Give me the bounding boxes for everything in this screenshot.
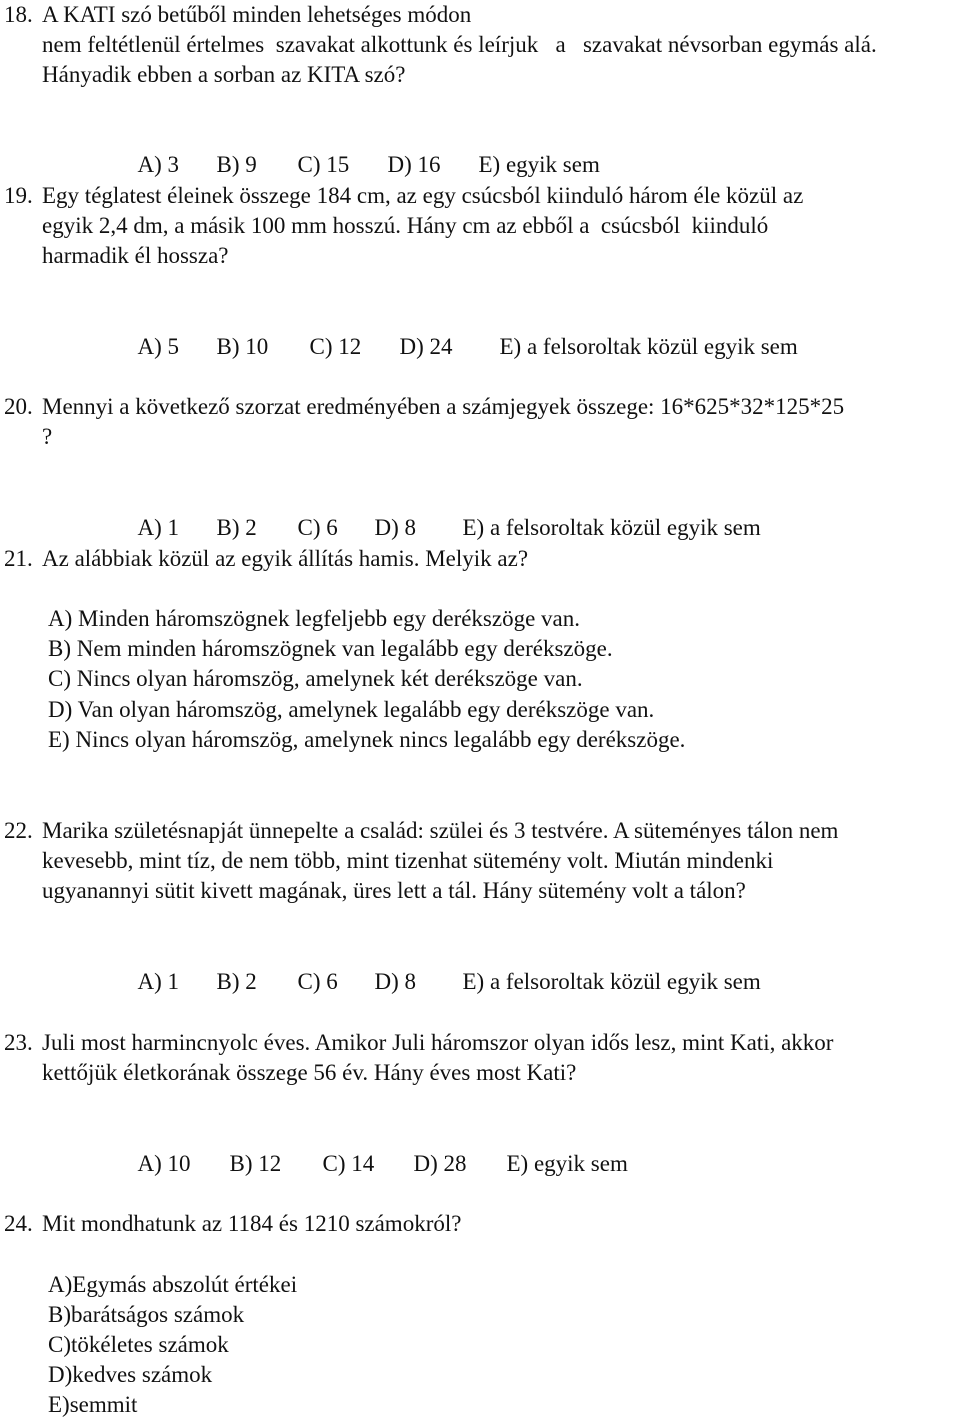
q20-option-b: B) 2 [216, 515, 257, 540]
q24-option-a: A)Egymás abszolút értékei [48, 1272, 298, 1297]
q22-text-line-3: ugyanannyi sütit kivett magának, üres lett a tál. Hány sütemény volt a tálon? [42, 878, 746, 903]
q24-text-line-1: Mit mondhatunk az 1184 és 1210 számokról? [42, 1211, 462, 1236]
q24-option-e: E)semmit [48, 1392, 138, 1417]
q22-option-c: C) 6 [297, 969, 338, 994]
q18-option-e: E) egyik sem [478, 152, 600, 177]
q24-option-b: B)barátságos számok [48, 1302, 245, 1327]
q19-option-e: E) a felsoroltak közül egyik sem [499, 334, 798, 359]
q22-option-b: B) 2 [216, 969, 257, 994]
q21-option-b: B) Nem minden háromszögnek van legalább egy derékszöge. [48, 636, 613, 661]
q23-text-line-2: kettőjük életkorának összege 56 év. Hány éves most Kati? [42, 1060, 577, 1085]
q18-option-b: B) 9 [216, 152, 257, 177]
q18-text-line-3: Hányadik ebben a sorban az KITA szó? [42, 62, 406, 87]
q19-option-b: B) 10 [216, 334, 269, 359]
q23-option-c: C) 14 [322, 1151, 375, 1176]
q19-option-a: A) 5 [137, 334, 180, 359]
q23-option-b: B) 12 [229, 1151, 282, 1176]
q19-option-c: C) 12 [309, 334, 362, 359]
q22-number: 22. [4, 818, 33, 843]
q22-text-line-2: kevesebb, mint tíz, de nem több, mint tizenhat sütemény volt. Miután mindenki [42, 848, 774, 873]
q23-option-d: D) 28 [413, 1151, 467, 1176]
q18-option-c: C) 15 [297, 152, 350, 177]
q21-option-e: E) Nincs olyan háromszög, amelynek nincs legalább egy derékszöge. [48, 727, 686, 752]
q21-text-line-1: Az alábbiak közül az egyik állítás hamis. Melyik az? [42, 546, 529, 571]
q20-option-e: E) a felsoroltak közül egyik sem [462, 515, 761, 540]
q19-option-d: D) 24 [399, 334, 453, 359]
q20-text-line-2: ? [42, 424, 53, 449]
q20-number: 20. [4, 394, 33, 419]
q18-number: 18. [4, 2, 33, 27]
q19-options [126, 302, 798, 359]
q22-option-a: A) 1 [137, 969, 180, 994]
q18-options [126, 120, 600, 177]
q23-option-e: E) egyik sem [506, 1151, 628, 1176]
q23-number: 23. [4, 1030, 33, 1055]
q20-option-c: C) 6 [297, 515, 338, 540]
q19-number: 19. [4, 183, 33, 208]
q23-option-a: A) 10 [137, 1151, 191, 1176]
q21-option-a: A) Minden háromszögnek legfeljebb egy derékszöge van. [48, 606, 581, 631]
q18-option-a: A) 3 [137, 152, 180, 177]
q22-text-line-1: Marika születésnapját ünnepelte a család: szülei és 3 testvére. A süteményes tálon nem [42, 818, 839, 843]
q22-option-e: E) a felsoroltak közül egyik sem [462, 969, 761, 994]
q18-text-line-1: A KATI szó betűből minden lehetséges módon [42, 2, 472, 27]
q22-options [126, 937, 761, 994]
q23-options [126, 1119, 628, 1176]
q19-text-line-2: egyik 2,4 dm, a másik 100 mm hosszú. Hány cm az ebből a csúcsból kiinduló [42, 213, 769, 238]
q21-option-c: C) Nincs olyan háromszög, amelynek két derékszöge van. [48, 666, 583, 691]
q23-text-line-1: Juli most harmincnyolc éves. Amikor Juli háromszor olyan idős lesz, mint Kati, akkor [42, 1030, 834, 1055]
q19-text-line-3: harmadik él hossza? [42, 243, 229, 268]
q19-text-line-1: Egy téglatest éleinek összege 184 cm, az egy csúcsból kiinduló három éle közül az [42, 183, 804, 208]
q24-option-c: C)tökéletes számok [48, 1332, 229, 1357]
q24-number: 24. [4, 1211, 33, 1236]
q20-option-a: A) 1 [137, 515, 180, 540]
q20-option-d: D) 8 [374, 515, 417, 540]
q18-option-d: D) 16 [387, 152, 441, 177]
q21-number: 21. [4, 546, 33, 571]
q18-text-line-2: nem feltétlenül értelmes szavakat alkottunk és leírjuk a szavakat névsorban egymás alá. [42, 32, 877, 57]
q24-option-d: D)kedves számok [48, 1362, 213, 1387]
q20-text-line-1: Mennyi a következő szorzat eredményében a számjegyek összege: 16*625*32*125*25 [42, 394, 845, 419]
q20-options [126, 483, 761, 540]
q21-option-d: D) Van olyan háromszög, amelynek legalább egy derékszöge van. [48, 697, 655, 722]
q22-option-d: D) 8 [374, 969, 417, 994]
